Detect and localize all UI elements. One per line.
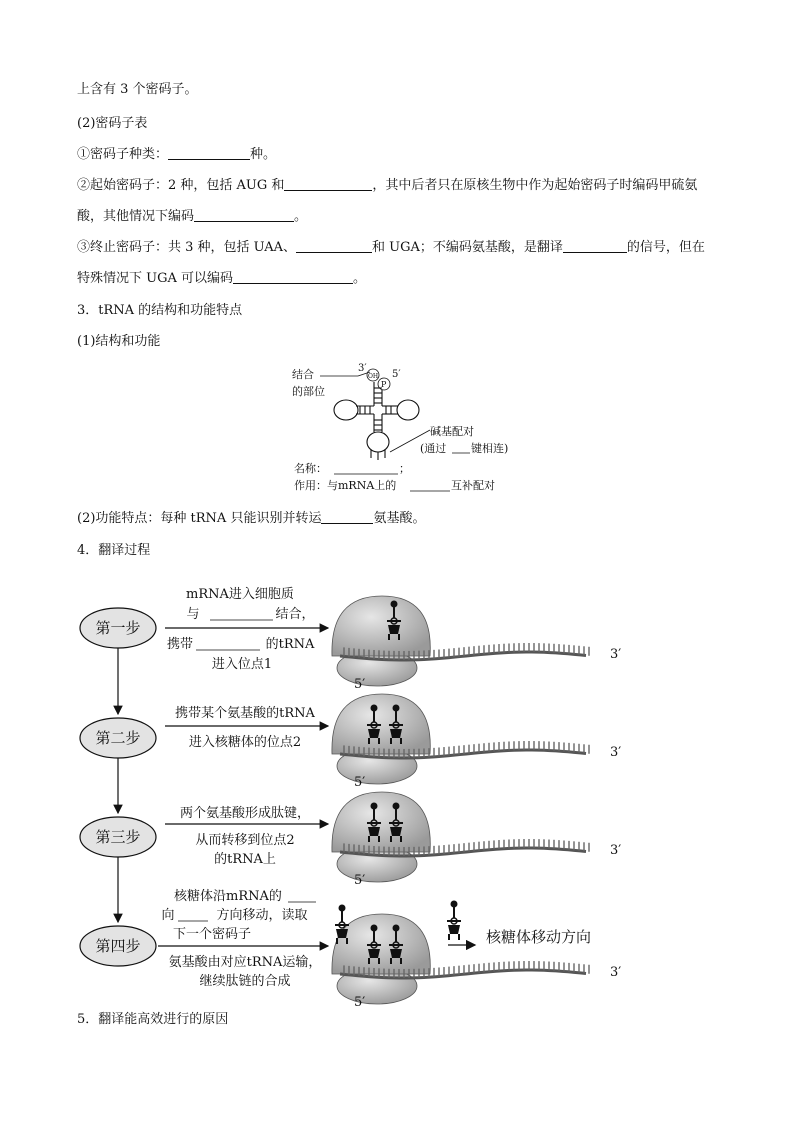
- step-2-desc-2: 进入核糖体的位点2: [188, 735, 302, 750]
- stop-codon-line: ③终止密码子：共 3 种，包括 UAA、 和 UGA；不编码氨基酸，是翻译 的信号，但在: [77, 240, 705, 255]
- ribosome-panel-1: [332, 596, 621, 692]
- trna-5-end-label: 5′: [392, 369, 401, 380]
- trna-function-label: 作用：与mRNA上的: [294, 479, 397, 492]
- ribosome-panel-2: [332, 694, 621, 790]
- step-1-desc-4: 进入位点1: [211, 657, 273, 672]
- section-codon-table: (2)密码子表: [77, 116, 148, 131]
- step-4-desc-4: 氨基酸由对应tRNA运输，: [168, 955, 322, 970]
- mrna-5-end-label: 5′: [354, 775, 366, 790]
- mrna-3-end-label: 3′: [610, 843, 622, 858]
- translation-process-figure: [70, 570, 640, 1010]
- section-efficiency: 5．翻译能高效进行的原因: [77, 1012, 229, 1027]
- step-4-desc-3: 下一个密码子: [172, 927, 252, 942]
- large-subunit: [332, 596, 430, 656]
- mrna-3-end-label: 3′: [610, 745, 622, 760]
- incoming-trna-icon: [447, 901, 461, 941]
- step-4-label: 第四步: [95, 937, 141, 955]
- trna-name-label: 名称：: [294, 462, 327, 475]
- step-1-label: 第一步: [95, 619, 141, 637]
- start-codon-line: ②起始密码子：2 种，包括 AUG 和 ，其中后者只在原核生物中作为起始密码子时编码甲硫氨: [77, 178, 698, 193]
- section-trna: 3．tRNA 的结构和功能特点: [77, 303, 243, 318]
- step-1-desc-2b: 结合，: [275, 607, 315, 622]
- ribosome-panel-3: [332, 792, 621, 888]
- stop-codon-line-2: 特殊情况下 UGA 可以编码 。: [77, 271, 367, 286]
- step-2-label: 第二步: [95, 729, 141, 747]
- step-3-label: 第三步: [95, 828, 141, 846]
- trna-3-end-label: 3′: [358, 363, 367, 374]
- encode-blank-2[interactable]: [233, 269, 353, 284]
- mrna-5-end-label: 5′: [354, 995, 366, 1010]
- trna-structure-figure: [280, 360, 530, 500]
- section-structure-function: (1)结构和功能: [77, 334, 161, 349]
- start-codon-blank[interactable]: [284, 176, 372, 191]
- mrna-5-end-label: 5′: [354, 677, 366, 692]
- phosphate-label: P: [381, 380, 387, 389]
- step-3-desc-2: 从而转移到位点2: [195, 833, 295, 848]
- step-2-desc-1: 携带某个氨基酸的tRNA: [175, 706, 315, 721]
- step-1-desc-1: mRNA进入细胞质: [186, 587, 294, 602]
- base-pairing-label: 碱基配对: [430, 425, 474, 438]
- oh-label: OH: [368, 373, 379, 380]
- ribosome-panel-4: [332, 901, 621, 1011]
- step-4-desc-2b: 方向移动，读取: [216, 908, 308, 923]
- svg-text:互补配对: 互补配对: [451, 479, 495, 492]
- step-1-desc-3a: 携带: [166, 637, 194, 652]
- step-4-desc-5: 继续肽链的合成: [199, 974, 291, 989]
- amino-acid-count-blank[interactable]: [321, 509, 373, 524]
- trna-bind-site-label-1: 结合: [292, 368, 314, 381]
- step-1-desc-2a: 与: [186, 607, 200, 622]
- termination-blank[interactable]: [563, 238, 627, 253]
- trna-cloverleaf: [334, 382, 419, 460]
- text-line-1: 上含有 3 个密码子。: [77, 82, 198, 97]
- hydrogen-bond-label-b: 键相连): [471, 442, 509, 455]
- step-3-desc-3: 的tRNA上: [214, 852, 276, 867]
- large-subunit: [332, 792, 430, 852]
- stop-codon-blank[interactable]: [296, 238, 372, 253]
- codon-types-blank[interactable]: [168, 145, 250, 160]
- hydrogen-bond-label-a: (通过: [420, 442, 447, 455]
- step-4-desc-1: 核糖体沿mRNA的: [174, 889, 282, 904]
- step-3-desc-1: 两个氨基酸形成肽键，: [179, 806, 311, 821]
- mrna-5-end-label: 5′: [354, 873, 366, 888]
- step-4-desc-2a: 向: [161, 908, 175, 923]
- start-codon-line-2: 酸，其他情况下编码 。: [77, 209, 308, 224]
- large-subunit: [332, 694, 430, 754]
- function-feature-line: (2)功能特点：每种 tRNA 只能识别并转运 氨基酸。: [77, 511, 426, 526]
- encode-blank-1[interactable]: [194, 207, 294, 222]
- codon-types-line: ①密码子种类： 种。: [77, 147, 277, 162]
- svg-text:；: ；: [399, 462, 410, 475]
- movement-direction-label: 核糖体移动方向: [486, 928, 592, 946]
- mrna-3-end-label: 3′: [610, 647, 622, 662]
- step-1-desc-3b: 的tRNA: [265, 637, 315, 652]
- section-translation-process: 4．翻译过程: [77, 543, 151, 558]
- mrna-3-end-label: 3′: [610, 965, 622, 980]
- trna-bind-site-label-2: 的部位: [292, 385, 325, 398]
